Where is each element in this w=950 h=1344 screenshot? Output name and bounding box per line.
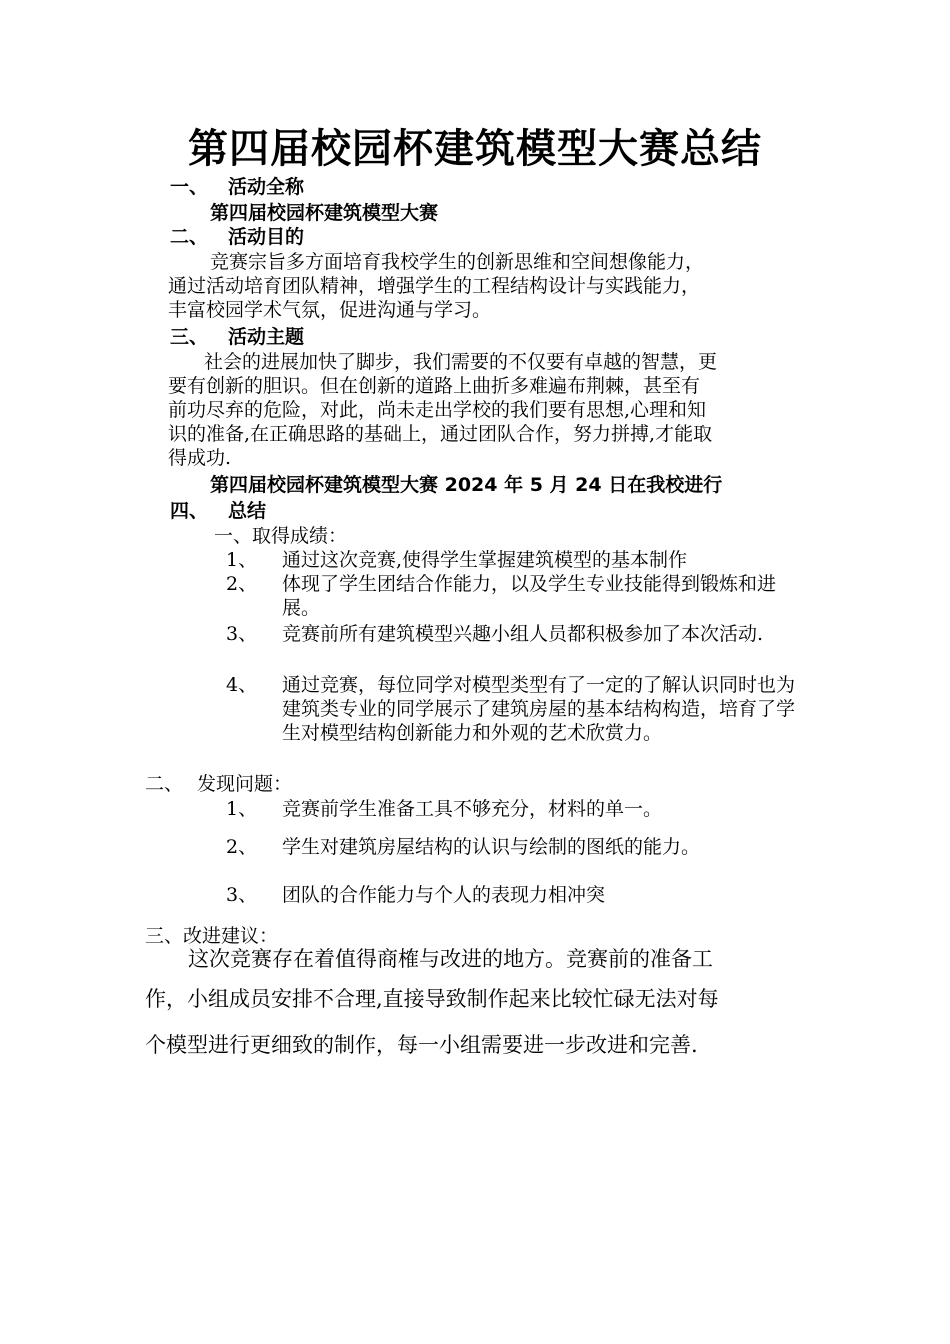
suggestion-line: 作，小组成员安排不合理,直接导致制作起来比较忙碌无法对每 bbox=[145, 987, 719, 1011]
item-number: 2、 bbox=[226, 836, 258, 858]
theme-line: 得成功. bbox=[168, 447, 232, 469]
theme-line: 前功尽弃的危险，对此，尚未走出学校的我们要有思想,心理和知 bbox=[168, 399, 707, 421]
item-text: 团队的合作能力与个人的表现力相冲突 bbox=[282, 884, 606, 906]
item-number: 4、 bbox=[226, 674, 258, 696]
theme-line: 要有创新的胆识。但在创新的道路上曲折多难遍布荆棘，甚至有 bbox=[168, 375, 701, 397]
section-number: 三、 bbox=[170, 326, 209, 348]
list-item bbox=[226, 797, 808, 821]
section-2-heading bbox=[170, 224, 304, 250]
item-text: 通过竞赛，每位同学对模型类型有了一定的了解认识同时也为建筑类专业的同学展示了建筑房屋的基本结构构造，培育了学生对模型结构创新能力和外观的艺术欣赏力。 bbox=[282, 674, 796, 744]
document-title: 第四届校园杯建筑模型大赛总结 bbox=[188, 126, 762, 172]
problems-heading bbox=[145, 772, 292, 796]
item-text: 竞赛前学生准备工具不够充分，材料的单一。 bbox=[282, 798, 663, 820]
section-number: 四、 bbox=[170, 500, 209, 522]
purpose-line: 丰富校园学术气氛，促进沟通与学习。 bbox=[168, 299, 492, 321]
event-date-line: 第四届校园杯建筑模型大赛 2024 年 5 月 24 日在我校进行 bbox=[210, 474, 723, 496]
section-title: 总结 bbox=[228, 500, 267, 522]
section-number: 二、 bbox=[145, 773, 184, 795]
item-number: 1、 bbox=[226, 549, 258, 571]
purpose-line: 竞赛宗旨多方面培育我校学生的创新思维和空间想像能力， bbox=[210, 251, 705, 273]
section-title: 活动全称 bbox=[228, 176, 305, 198]
list-item bbox=[226, 548, 808, 572]
theme-line: 识的准备,在正确思路的基础上，通过团队合作，努力拼搏,才能取 bbox=[168, 423, 713, 445]
item-text: 体现了学生团结合作能力，以及学生专业技能得到锻炼和进展。 bbox=[282, 573, 777, 619]
list-item bbox=[226, 673, 808, 769]
section-4-heading bbox=[170, 498, 266, 524]
section-3-heading bbox=[170, 324, 304, 350]
item-number: 1、 bbox=[226, 798, 258, 820]
section-number: 一、 bbox=[170, 176, 209, 198]
theme-line: 社会的进展加快了脚步，我们需要的不仅要有卓越的智慧，更 bbox=[204, 351, 718, 373]
list-item bbox=[226, 883, 808, 907]
achievements-heading: 一、取得成绩： bbox=[214, 525, 348, 547]
suggestion-line: 个模型进行更细致的制作，每一小组需要进一步改进和完善. bbox=[145, 1033, 698, 1057]
section-title: 活动主题 bbox=[228, 326, 305, 348]
list-item bbox=[226, 835, 808, 859]
purpose-line: 通过活动培育团队精神，增强学生的工程结构设计与实践能力， bbox=[168, 275, 701, 297]
item-number: 2、 bbox=[226, 573, 258, 595]
section-title: 活动目的 bbox=[228, 226, 305, 248]
item-number: 3、 bbox=[226, 884, 258, 906]
section-number: 二、 bbox=[170, 226, 209, 248]
section-title: 发现问题： bbox=[197, 773, 293, 795]
suggestions-heading: 三、改进建议： bbox=[145, 925, 279, 947]
activity-full-name: 第四届校园杯建筑模型大赛 bbox=[210, 202, 439, 224]
item-text: 通过这次竞赛,使得学生掌握建筑模型的基本制作 bbox=[282, 549, 688, 571]
section-1-heading bbox=[170, 174, 304, 200]
item-number: 3、 bbox=[226, 623, 258, 645]
list-item bbox=[226, 622, 808, 670]
item-text: 竞赛前所有建筑模型兴趣小组人员都积极参加了本次活动. bbox=[282, 623, 764, 645]
item-text: 学生对建筑房屋结构的认识与绘制的图纸的能力。 bbox=[282, 836, 701, 858]
list-item bbox=[226, 572, 808, 620]
suggestion-line: 这次竞赛存在着值得商榷与改进的地方。竞赛前的准备工 bbox=[188, 947, 713, 971]
